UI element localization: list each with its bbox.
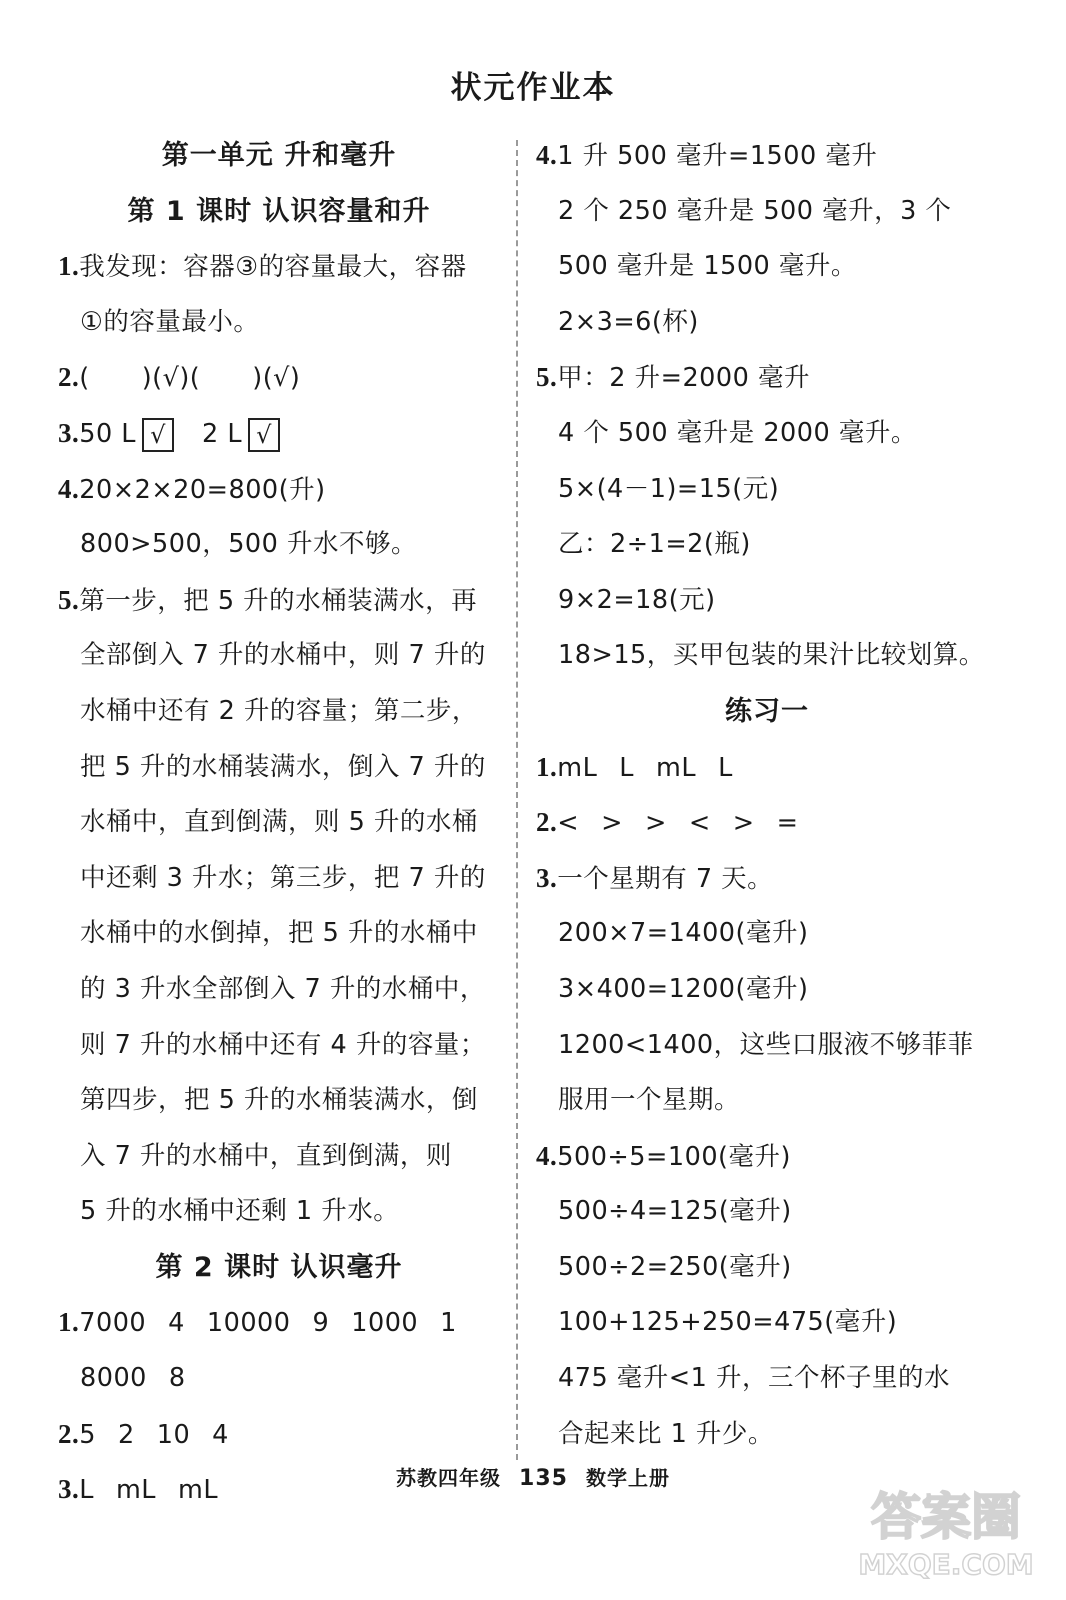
lesson2-q5: 5.甲：2 升=2000 毫升 <box>536 362 810 394</box>
lesson1-q5-cont: 把 5 升的水桶装满水，倒入 7 升的 <box>80 751 486 782</box>
check-box: √ <box>142 418 174 452</box>
lesson2-q4-cont: 2 个 250 毫升是 500 毫升，3 个 <box>558 195 952 226</box>
watermark-logo-icon <box>846 1476 1046 1586</box>
lesson2-q3: 3.L mL mL <box>58 1474 219 1506</box>
lesson2-q5-cont: 18>15，买甲包装的果汁比较划算。 <box>558 640 985 671</box>
lesson2-q4-cont: 500 毫升是 1500 毫升。 <box>558 251 857 282</box>
svg-text:答案圈: 答案圈 <box>871 1488 1021 1546</box>
check-box: √ <box>248 418 280 452</box>
left-column <box>58 128 500 1518</box>
practice1-q4-cont: 500÷2=250(毫升) <box>558 1251 792 1282</box>
page-title: 状元作业本 <box>450 70 616 106</box>
practice1-q1: 1.mL L mL L <box>536 751 733 783</box>
lesson2-q4-cont: 2×3=6(杯) <box>558 306 699 337</box>
footer-book: 数学上册 <box>585 1466 670 1490</box>
lesson1-q5-cont: 的 3 升水全部倒入 7 升的水桶中， <box>80 973 486 1004</box>
lesson1-heading: 第 1 课时 认识容量和升 <box>127 195 431 227</box>
lesson2-q1-cont: 8000 8 <box>80 1363 186 1394</box>
practice1-q2: 2.< > > < > = <box>536 807 799 839</box>
practice1-q3-cont: 1200<1400，这些口服液不够菲菲 <box>558 1029 974 1060</box>
lesson1-q5: 5.第一步，把 5 升的水桶装满水，再 <box>58 584 478 616</box>
unit-heading: 第一单元 升和毫升 <box>161 140 397 171</box>
practice1-q4-cont: 合起来比 1 升少。 <box>558 1418 774 1449</box>
right-column <box>536 128 998 1462</box>
lesson2-q5-cont: 5×(4－1)=15(元) <box>558 473 780 504</box>
page-number: 135 <box>519 1466 568 1491</box>
lesson2-q5-cont: 4 个 500 毫升是 2000 毫升。 <box>558 417 917 448</box>
lesson1-q5-cont: 水桶中还有 2 升的容量；第二步， <box>80 695 478 726</box>
lesson1-q1-cont: ①的容量最小。 <box>80 306 260 337</box>
practice1-q3: 3.一个星期有 7 天。 <box>536 862 774 894</box>
lesson1-q5-cont: 则 7 升的水桶中还有 4 升的容量； <box>80 1029 486 1060</box>
lesson1-q4-cont: 800>500，500 升水不够。 <box>80 529 417 560</box>
lesson1-q4: 4.20×2×20=800(升) <box>58 473 326 505</box>
lesson1-q5-cont: 水桶中，直到倒满，则 5 升的水桶 <box>80 807 478 838</box>
lesson1-q5-cont: 第四步，把 5 升的水桶装满水，倒 <box>80 1085 478 1116</box>
lesson2-heading: 第 2 课时 认识毫升 <box>155 1251 403 1283</box>
svg-text:MXQE.COM: MXQE.COM <box>858 1548 1034 1581</box>
lesson2-q5-cont: 乙：2÷1=2(瓶) <box>558 529 751 560</box>
lesson2-q2: 2.5 2 10 4 <box>58 1418 229 1450</box>
lesson1-q5-cont: 中还剩 3 升水；第三步，把 7 升的 <box>80 862 486 893</box>
column-divider <box>516 140 518 1460</box>
lesson1-q5-cont: 5 升的水桶中还剩 1 升水。 <box>80 1196 400 1227</box>
practice1-q4-cont: 100+125+250=475(毫升) <box>558 1307 898 1338</box>
practice1-q3-cont: 3×400=1200(毫升) <box>558 973 809 1004</box>
practice1-q3-cont: 200×7=1400(毫升) <box>558 918 809 949</box>
lesson2-q5-cont: 9×2=18(元) <box>558 584 716 615</box>
lesson1-q1: 1.我发现：容器③的容量最大，容器 <box>58 251 467 283</box>
practice1-q4: 4.500÷5=100(毫升) <box>536 1140 791 1172</box>
lesson1-q5-cont: 水桶中的水倒掉，把 5 升的水桶中 <box>80 918 478 949</box>
footer-grade: 苏教四年级 <box>396 1466 502 1490</box>
lesson2-q1: 1.7000 4 10000 9 1000 1 <box>58 1307 457 1339</box>
lesson1-q2: 2.( )(√)( )(√) <box>58 362 301 394</box>
practice1-q4-cont: 500÷4=125(毫升) <box>558 1196 792 1227</box>
practice1-heading: 练习一 <box>725 695 809 727</box>
lesson1-q5-cont: 全部倒入 7 升的水桶中，则 7 升的 <box>80 640 486 671</box>
lesson1-q3: 3.50 L √ 2 L √ <box>58 406 500 462</box>
lesson1-q5-cont: 入 7 升的水桶中，直到倒满，则 <box>80 1140 452 1171</box>
practice1-q4-cont: 475 毫升<1 升，三个杯子里的水 <box>558 1363 950 1394</box>
lesson2-q4: 4.1 升 500 毫升=1500 毫升 <box>536 140 878 171</box>
practice1-q3-cont: 服用一个星期。 <box>558 1085 741 1116</box>
